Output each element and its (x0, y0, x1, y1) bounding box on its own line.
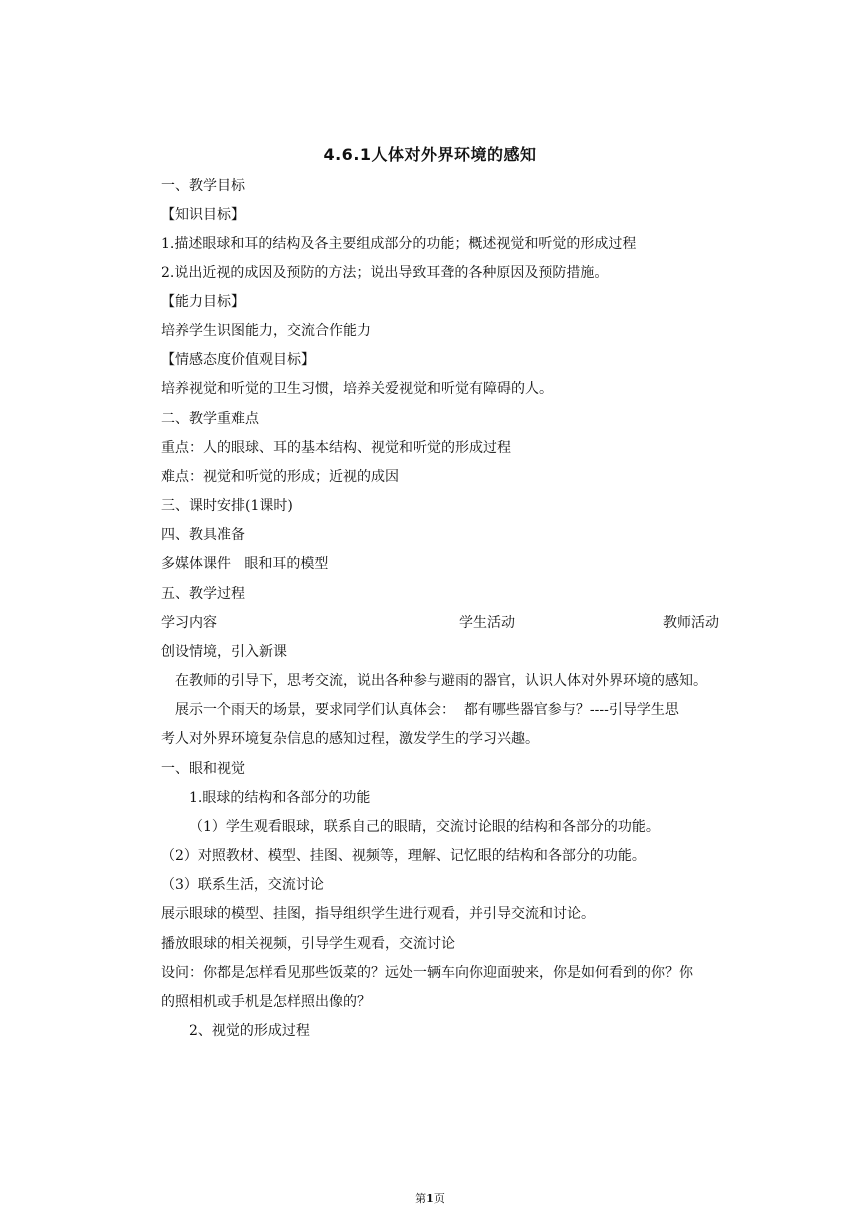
difficult-point: 难点：视觉和听觉的形成；近视的成因 (161, 469, 399, 485)
footer-prefix: 第 (415, 1192, 427, 1205)
student-item-2: （2）对照教材、模型、挂图、视频等，理解、记忆眼的结构和各部分的功能。 (161, 848, 646, 864)
knowledge-goal-1: 1.描述眼球和耳的结构及各主要组成部分的功能；概述视觉和听觉的形成过程 (161, 236, 637, 252)
materials-list: 多媒体课件 眼和耳的模型 (161, 556, 329, 572)
attitude-goal: 培养视觉和听觉的卫生习惯，培养关爱视觉和听觉有障碍的人。 (161, 381, 553, 397)
heading-materials: 四、教具准备 (161, 527, 245, 543)
question-line-2: 的照相机或手机是怎样照出像的？ (161, 994, 371, 1010)
document-title: 4.6.1人体对外界环境的感知 (323, 145, 537, 164)
heading-ability-goals: 【能力目标】 (161, 294, 245, 310)
header-teacher-activity: 教师活动 (663, 615, 719, 631)
process-table-header (161, 613, 721, 633)
knowledge-goal-2: 2.说出近视的成因及预防的方法；说出导致耳聋的各种原因及预防措施。 (161, 265, 609, 281)
question-line-1: 设问：你都是怎样看见那些饭菜的？远处一辆车向你迎面驶来，你是如何看到的你？你 (161, 965, 693, 981)
header-student-activity: 学生活动 (459, 615, 515, 631)
intro-paragraph-1: 在教师的引导下，思考交流，说出各种参与避雨的器官，认识人体对外界环境的感知。 (175, 673, 707, 689)
key-point: 重点：人的眼球、耳的基本结构、视觉和听觉的形成过程 (161, 440, 511, 456)
student-item-1: （1）学生观看眼球，联系自己的眼睛，交流讨论眼的结构和各部分的功能。 (189, 819, 660, 835)
intro-paragraph-2-line-1: 展示一个雨天的场景，要求同学们认真体会： 都有哪些器官参与？----引导学生思 (175, 702, 679, 718)
header-learning-content: 学习内容 (161, 615, 217, 631)
heading-teaching-goals: 一、教学目标 (161, 178, 245, 194)
page-footer (0, 1190, 860, 1206)
heading-attitude-goals: 【情感态度价值观目标】 (161, 352, 315, 368)
subheading-vision-formation: 2、视觉的形成过程 (189, 1023, 310, 1039)
heading-knowledge-goals: 【知识目标】 (161, 207, 245, 223)
heading-process: 五、教学过程 (161, 586, 245, 602)
heading-key-points: 二、教学重难点 (161, 411, 259, 427)
intro-paragraph-2-line-2: 考人对外界环境复杂信息的感知过程，激发学生的学习兴趣。 (161, 731, 539, 747)
teacher-activity-2: 播放眼球的相关视频，引导学生观看，交流讨论 (161, 936, 455, 952)
footer-suffix: 页 (433, 1192, 445, 1205)
section-eye-vision-heading: 一、眼和视觉 (161, 761, 245, 777)
heading-schedule: 三、课时安排(1课时) (161, 498, 293, 514)
teacher-activity-1: 展示眼球的模型、挂图，指导组织学生进行观看，并引导交流和讨论。 (161, 906, 595, 922)
intro-heading: 创设情境，引入新课 (161, 644, 287, 660)
student-item-3: （3）联系生活，交流讨论 (161, 877, 324, 893)
ability-goal: 培养学生识图能力，交流合作能力 (161, 323, 371, 339)
page-number: 1 (426, 1192, 434, 1205)
subheading-eye-structure: 1.眼球的结构和各部分的功能 (189, 790, 371, 806)
